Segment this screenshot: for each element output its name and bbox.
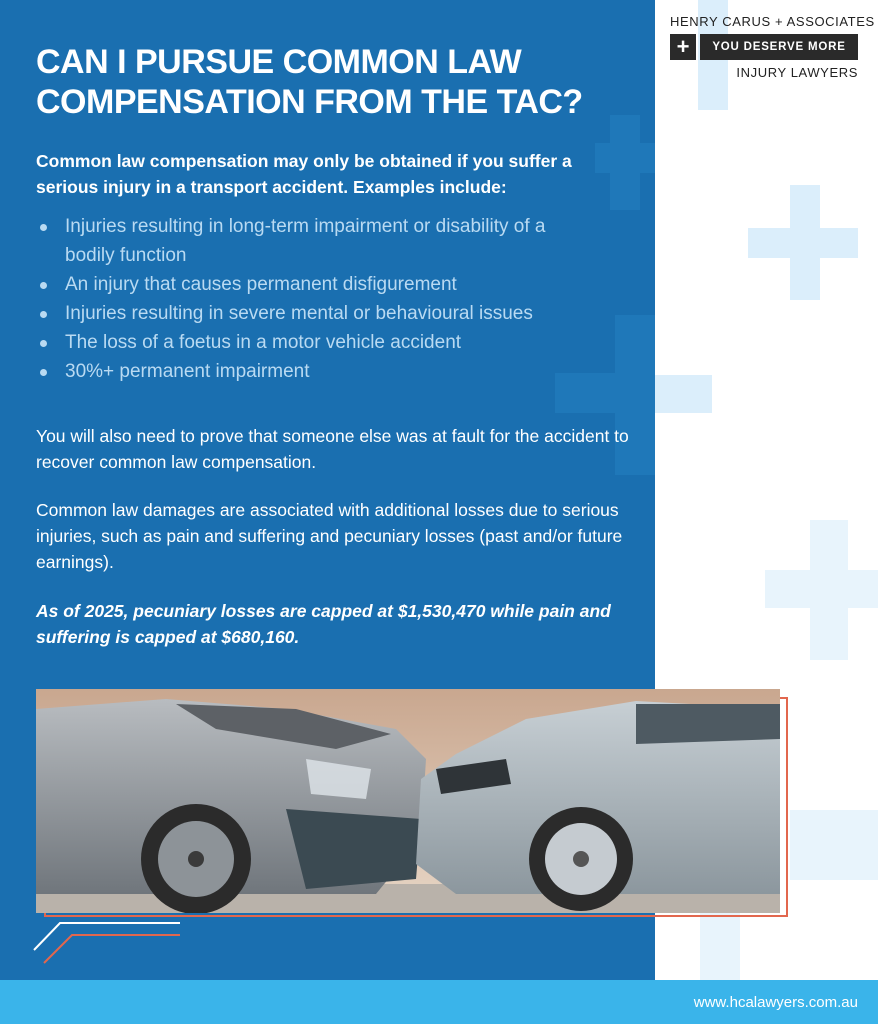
bullet-icon (40, 369, 47, 376)
bullet-icon (40, 224, 47, 231)
page-title (36, 42, 636, 122)
brand-logo (670, 34, 858, 60)
page-title-line: COMPENSATION FROM THE TAC? (36, 83, 583, 121)
injury-examples-list (38, 212, 598, 386)
page-title-line: CAN I PURSUE COMMON LAW (36, 43, 522, 81)
plus-icon: + (670, 34, 696, 60)
bullet-icon (40, 340, 47, 347)
brand-subtitle: INJURY LAWYERS (736, 65, 858, 80)
car-crash-photo (36, 689, 780, 913)
intro-text: Common law compensation may only be obtained if you suffer a serious injury in a transport accident. Examples include: (36, 151, 572, 197)
bullet-icon (40, 282, 47, 289)
accent-corner-lines (30, 905, 190, 965)
damages-paragraph: Common law damages are associated with additional losses due to serious injuries, such as pain and suffering and pecuniary losses (past and/or future earnings). (36, 500, 623, 572)
list-item: Injuries resulting in severe mental or behavioural issues (38, 299, 598, 328)
bullet-icon (40, 311, 47, 318)
brand-name: HENRY CARUS + ASSOCIATES (670, 14, 875, 29)
list-item: An injury that causes permanent disfigurement (38, 270, 598, 299)
brand-tagline: YOU DESERVE MORE (700, 34, 858, 60)
fault-paragraph: You will also need to prove that someone else was at fault for the accident to recover common law compensation. (36, 426, 629, 472)
caps-paragraph: As of 2025, pecuniary losses are capped at $1,530,470 while pain and suffering is capped at $680,160. (36, 601, 611, 647)
list-item: Injuries resulting in long-term impairment or disability of a bodily function (38, 212, 585, 270)
list-item: The loss of a foetus in a motor vehicle accident (38, 328, 598, 357)
website-link[interactable]: www.hcalawyers.com.au (693, 994, 858, 1011)
list-item: 30%+ permanent impairment (38, 357, 598, 386)
